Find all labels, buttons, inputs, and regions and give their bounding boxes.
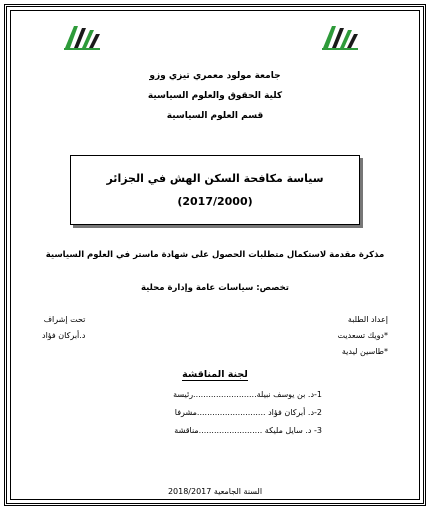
student-name: *طاسين ليدية [341,347,388,356]
department-name: قسم العلوم السياسية [166,111,264,121]
committee-member: 1-د. بن يوسف نبيلة.........................رئيسة [173,390,322,399]
committee-member: 2-د. أبركان فؤاد ...........................مشرفا [174,408,322,417]
university-logo-icon [62,22,102,52]
supervisor-name: د.أبركان فؤاد [42,331,86,340]
thesis-years: (2017/2000) [177,195,253,208]
students-label: إعداد الطلبة [347,315,388,324]
students-block [338,312,388,360]
committee-list [173,386,322,440]
university-logo-icon [320,22,360,52]
faculty-name: كلية الحقوق والعلوم السياسية [147,91,283,101]
committee-title: لجنة المناقشة [182,369,248,380]
thesis-title-box [70,155,360,225]
specialization: تخصص: سياسات عامة وإدارة محلية [141,283,289,293]
thesis-title: سياسة مكافحة السكن الهش في الجزائر [106,172,324,185]
supervisor-label: تحت إشراف [43,315,86,324]
memo-statement: مذكرة مقدمة لاستكمال متطلبات الحصول على شهادة ماستر في العلوم السياسية [45,250,385,260]
supervisor-block [42,312,85,344]
academic-year: السنة الجامعية 2018/2017 [167,487,263,496]
university-header [0,66,430,126]
university-name: جامعة مولود معمري تيزي وزو [149,71,281,81]
student-name: *دويك تسعديت [337,331,388,340]
committee-member: 3- د. سايل مليكة .........................مناقشة [174,426,322,435]
